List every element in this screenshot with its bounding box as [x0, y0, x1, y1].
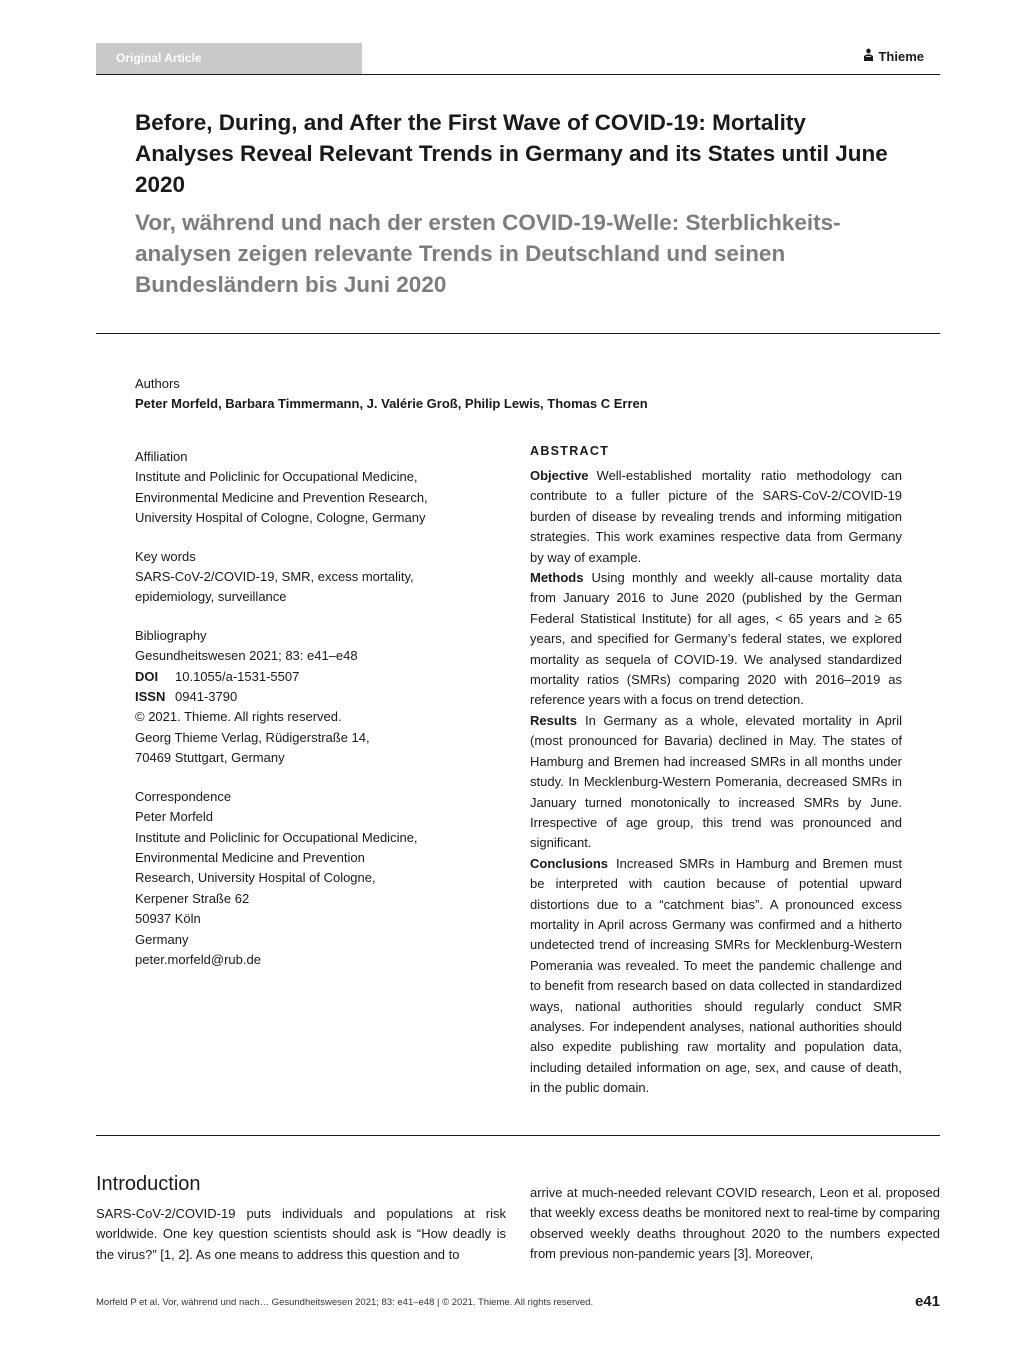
abstract-section-label: Results — [530, 712, 577, 728]
introduction-column-1: SARS-CoV-2/COVID-19 puts individuals and populations at risk worldwide. One key question scientists should ask is “How deadly is the virus?” [1, 2]. As one means to address this question and to — [96, 1206, 506, 1262]
correspondence-line: Kerpener Straße 62 — [135, 890, 250, 906]
page-number: e41 — [914, 1293, 940, 1310]
abstract-section-label: Objective — [530, 468, 589, 483]
title-rule — [96, 333, 940, 334]
bibliography-label: Bibliography — [135, 627, 207, 643]
article-title-german: Vor, während und nach der ersten COVID-19-Welle: Sterblichkeitsanalysen zeigen relevante Trends in Deutschland und seinen Bundesländern bis Juni 2020 — [135, 210, 841, 297]
affiliation-label: Affiliation — [135, 449, 188, 464]
correspondence-block — [135, 787, 485, 971]
introduction-column-2: arrive at much-needed relevant COVID research, Leon et al. proposed that weekly excess deaths be monitored next to real-time by comparing observed weekly deaths throughout 2020 to the numbers expected from previous non-pandemic years [3]. Moreover, — [530, 1185, 940, 1262]
abstract-block — [530, 442, 902, 1099]
issn-line — [135, 687, 485, 707]
abstract-heading: ABSTRACT — [530, 444, 610, 458]
abstract-methods — [530, 568, 902, 711]
affiliation-block — [135, 447, 485, 529]
publisher-address-line: 70469 Stuttgart, Germany — [135, 750, 285, 766]
authors-names: Peter Morfeld, Barbara Timmermann, J. Valérie Groß, Philip Lewis, Thomas C Erren — [135, 396, 648, 411]
authors-block — [135, 374, 648, 414]
keywords-line: SARS-CoV-2/COVID-19, SMR, excess mortality, — [135, 569, 414, 585]
header-rule — [96, 74, 940, 75]
publisher-address-line: Georg Thieme Verlag, Rüdigerstraße 14, — [135, 729, 370, 745]
keywords-block — [135, 547, 485, 608]
issn-key: ISSN — [135, 689, 166, 705]
publisher-name: Thieme — [878, 48, 924, 64]
keywords-line: epidemiology, surveillance — [135, 589, 287, 605]
article-title: Before, During, and After the First Wave of COVID-19: Mortality Analyses Reveal Relevant Trends in Germany and its States until June 2020 — [135, 110, 888, 197]
abstract-section-label: Conclusions — [530, 855, 609, 871]
affiliation-line: University Hospital of Cologne, Cologne, Germany — [135, 510, 426, 526]
abstract-section-text: Increased SMRs in Hamburg and Bremen must be interpreted with caution because of potential upward distortions due to a “catchment bias”. A pronounced excess mortality in April across Germany was confirmed and a hitherto undetected trend of increasing SMRs for Mecklenburg-Western Pomerania was revealed. To meet the pandemic challenge and to benefit from research based on data collected in standardized ways, national authorities should regularly conduct SMR analyses. For independent analyses, national authorities should also expedite publishing raw mortality and population data, including detailed information on age, sex, and cause of death, in the public domain. — [530, 855, 902, 1096]
correspondence-label: Correspondence — [135, 788, 232, 804]
correspondence-line: Germany — [135, 931, 189, 947]
abstract-results — [530, 711, 902, 854]
bibliography-block — [135, 626, 485, 769]
abstract-rule — [96, 1135, 940, 1136]
abstract-objective — [530, 466, 902, 568]
introduction-heading: Introduction — [96, 1173, 201, 1195]
doi-line — [135, 667, 485, 687]
abstract-section-text: Well-established mortality ratio methodology can contribute to a fuller picture of the SARS-CoV-2/COVID-19 burden of disease by revealing trends and informing mitigation strategies. This work examines respective data from Germany by way of example. — [530, 468, 902, 565]
section-tag: Original Article — [96, 43, 362, 74]
bibliography-citation: Gesundheitswesen 2021; 83: e41–e48 — [135, 648, 358, 664]
correspondence-line: 50937 Köln — [135, 911, 201, 927]
correspondence-line: Research, University Hospital of Cologne, — [135, 870, 376, 886]
doi-key: DOI — [135, 668, 159, 684]
footer-citation: Morfeld P et al. Vor, während und nach… Gesundheitswesen 2021; 83: e41–e48 | © 2021. Thieme. All rights reserved. — [96, 1297, 594, 1308]
thieme-icon — [863, 48, 874, 64]
keywords-label: Key words — [135, 548, 196, 564]
correspondence-line: Peter Morfeld — [135, 809, 214, 825]
correspondence-email[interactable]: peter.morfeld@rub.de — [135, 951, 261, 967]
affiliation-line: Institute and Policlinic for Occupational Medicine, — [135, 469, 418, 485]
correspondence-line: Environmental Medicine and Prevention — [135, 849, 365, 865]
meta-column — [135, 447, 485, 988]
publisher-logo — [863, 48, 924, 64]
affiliation-line: Environmental Medicine and Prevention Research, — [135, 489, 428, 505]
abstract-section-text: Using monthly and weekly all-cause mortality data from January 2016 to June 2020 (published by the German Federal Statistical Institute) for all ages, < 65 years and ≥ 65 years, and specified for Germany’s federal states, we explored mortality as sequela of COVID-19. We analysed standardized mortality ratios (SMRs) comparing 2020 with 2016–2019 as reference years with a focus on trend detection. — [530, 570, 902, 708]
correspondence-line: Institute and Policlinic for Occupational Medicine, — [135, 829, 418, 845]
abstract-section-label: Methods — [530, 570, 584, 586]
doi-value[interactable]: 10.1055/a-1531-5507 — [175, 668, 300, 684]
rights-line: © 2021. Thieme. All rights reserved. — [135, 709, 342, 725]
abstract-conclusions — [530, 854, 902, 1099]
abstract-section-text: In Germany as a whole, elevated mortality in April (most pronounced for Bavaria) declined in May. The states of Hamburg and Bremen had increased SMRs in all months under study. In Mecklenburg-Western Pomerania, decreased SMRs in January turned monotonically to increased SMRs by June. Irrespective of age group, this trend was pronounced and significant. — [530, 712, 902, 851]
issn-value: 0941-3790 — [175, 689, 238, 705]
authors-label: Authors — [135, 376, 180, 391]
